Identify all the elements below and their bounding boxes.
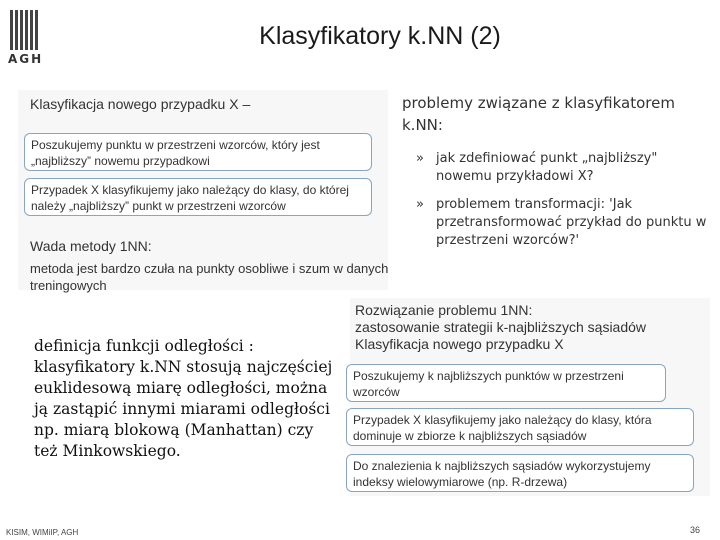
logo-text: AGH	[8, 52, 44, 66]
left-box-2: Przypadek X klasyfikujemy jako należący do klasy, do której należy „najbliższy” punkt w przestrzeni wzorców	[24, 178, 372, 216]
bullet-text-1: jak zdefiniować punkt „najbliższy" nowemu przykładowi X?	[436, 151, 658, 184]
bullet-marker: »	[416, 151, 424, 166]
right-heading-line-2: zastosowanie strategii k-najbliższych sąsiadów	[355, 319, 647, 335]
slide-title: Klasyfikatory k.NN (2)	[259, 22, 501, 50]
page-number: 36	[690, 525, 701, 535]
right-heading-line-3: Klasyfikacja nowego przypadku X	[355, 336, 564, 352]
right-heading-line-1: Rozwiązanie problemu 1NN:	[355, 302, 533, 318]
agh-logo	[8, 8, 44, 68]
bullet-marker: »	[416, 197, 424, 212]
bullet-2	[410, 196, 710, 250]
right-box-1: Poszukujemy k najbliższych punktów w przestrzeni wzorców	[346, 364, 666, 402]
right-panel-heading	[355, 302, 646, 353]
distance-definition-text: definicja funkcji odległości : klasyfikatory k.NN stosują najczęściej euklidesową miarę odległości, można ją zastąpić innymi miarami odległości np. miarą blokową (Manhattan) czy też Minkowskiego.	[34, 337, 333, 460]
bullet-text-2: problemem transformacji: 'Jak przetransformować przykład do punktu w przestrzeni wzorców?'	[436, 197, 707, 248]
footer-text: KISIM, WIMiIP, AGH	[6, 528, 79, 537]
bullet-1	[410, 150, 710, 186]
logo-bars-icon	[10, 10, 42, 50]
flaw-title: Wada metody 1NN:	[30, 238, 152, 254]
flaw-text: metoda jest bardzo czuła na punkty osobliwe i szum w danych treningowych	[30, 261, 389, 293]
left-panel-title: Klasyfikacja nowego przypadku X –	[30, 96, 251, 112]
right-box-3: Do znalezienia k najbliższych sąsiadów wykorzystujemy indeksy wielowymiarowe (np. R-drzewa)	[346, 454, 694, 492]
right-box-2: Przypadek X klasyfikujemy jako należący do klasy, która dominuje w zbiorze k najbliższych sąsiadów	[346, 408, 694, 446]
problems-intro: problemy związane z klasyfikatorem k.NN:	[402, 94, 675, 134]
left-box-1: Poszukujemy punktu w przestrzeni wzorców, który jest „najbliższy” nowemu przypadkowi	[24, 133, 372, 171]
